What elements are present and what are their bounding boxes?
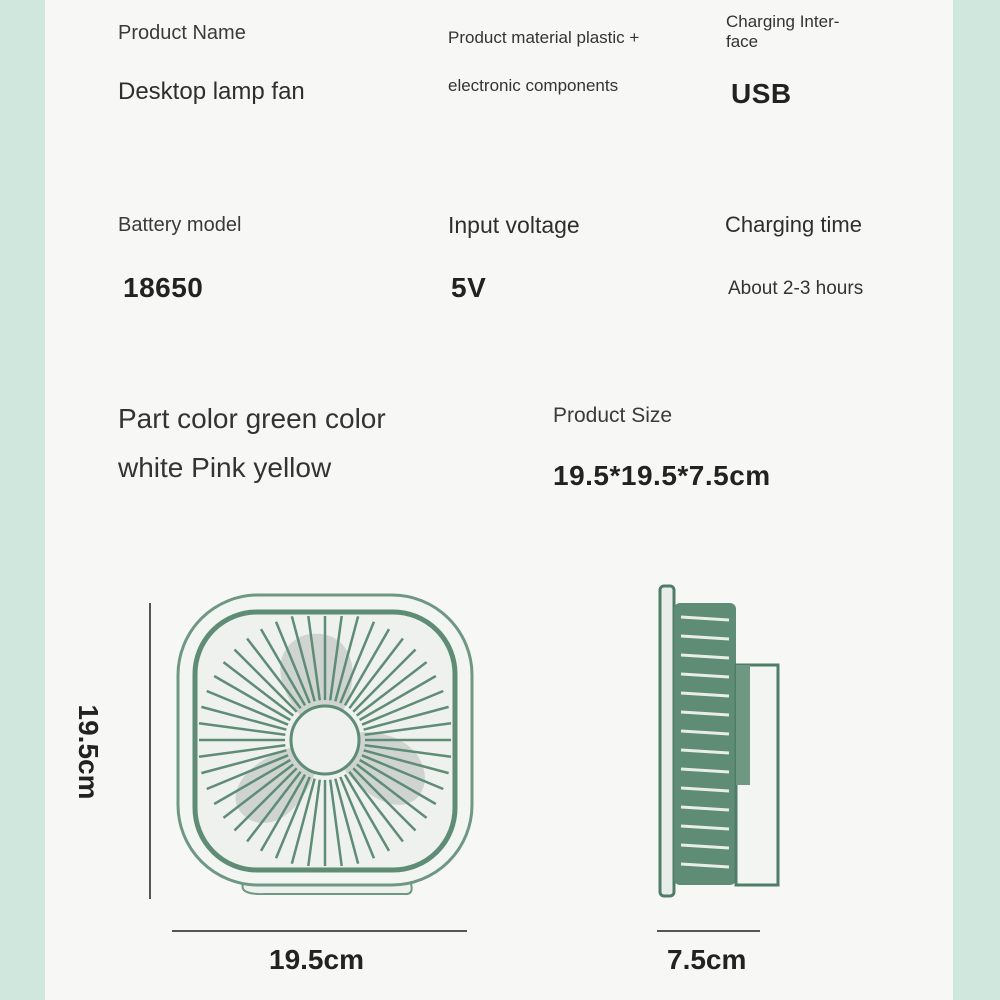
battery-model-label: Battery model: [118, 214, 242, 236]
charging-interface-label-line2: face: [726, 32, 759, 51]
side-front-frame: [660, 586, 674, 896]
height-dimension-label: 19.5cm: [73, 704, 104, 800]
side-body: [674, 603, 736, 885]
material-line1: Product material plastic +: [448, 28, 640, 47]
product-name-label: Product Name: [118, 22, 246, 44]
input-voltage-label: Input voltage: [448, 212, 580, 238]
side-stand-hinge: [736, 665, 750, 785]
fan-front-view: [175, 590, 475, 900]
material-line2: electronic components: [448, 76, 619, 95]
input-voltage-value: 5V: [451, 272, 487, 303]
width-dimension-label: 19.5cm: [269, 944, 364, 975]
product-size-value: 19.5*19.5*7.5cm: [553, 460, 771, 491]
charging-time-label: Charging time: [725, 212, 862, 237]
height-dimension-line: [149, 603, 151, 899]
fan-hub: [291, 706, 359, 774]
charging-interface-value: USB: [731, 78, 792, 109]
fan-side-view: [657, 583, 787, 903]
product-name-value: Desktop lamp fan: [118, 78, 305, 105]
charging-time-value: About 2-3 hours: [728, 278, 864, 299]
product-size-label: Product Size: [553, 404, 673, 427]
spec-sheet: [45, 0, 953, 1000]
charging-interface-label-line1: Charging Inter-: [726, 12, 840, 31]
part-color-line2: white Pink yellow: [118, 452, 332, 483]
battery-model-value: 18650: [123, 272, 204, 303]
part-color-line1: Part color green color: [118, 403, 386, 434]
depth-dimension-line: [657, 930, 760, 932]
width-dimension-line: [172, 930, 467, 932]
depth-dimension-label: 7.5cm: [667, 944, 747, 975]
